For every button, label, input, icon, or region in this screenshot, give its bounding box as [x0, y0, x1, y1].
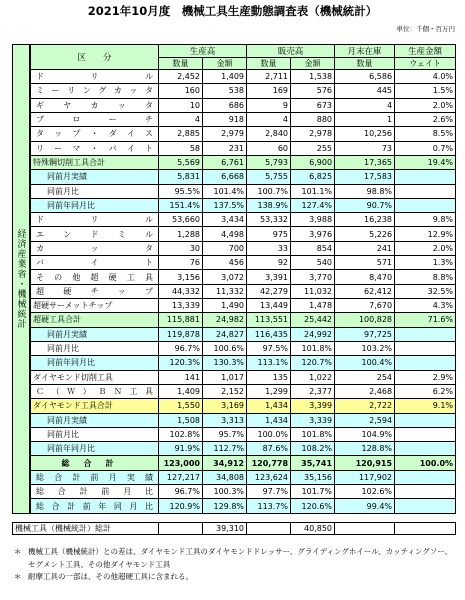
- table-row: [31, 427, 456, 441]
- inventory-quantity-cell: 117,902: [335, 470, 395, 484]
- inventory-quantity-cell: 17,583: [335, 170, 395, 184]
- side-label: 経済産業省・機械統計: [15, 229, 26, 329]
- summary-table: [12, 522, 456, 535]
- row-label: バイト: [31, 256, 159, 270]
- production-quantity-cell: 96.7%: [159, 485, 203, 499]
- table-row: [31, 313, 456, 327]
- amount-weight-cell: 100.0%: [395, 456, 456, 470]
- inventory-quantity-cell: 571: [335, 256, 395, 270]
- production-amount-cell: 3,434: [203, 213, 247, 227]
- sales-amount-cell: 120.6%: [291, 499, 335, 514]
- amount-weight-cell: 4.3%: [395, 299, 456, 313]
- summary-sales-amount: 40,850: [291, 523, 335, 535]
- table-row: [31, 227, 456, 241]
- inventory-quantity-cell: 6,586: [335, 70, 395, 84]
- table-row: [31, 341, 456, 355]
- row-label: 同前月比: [31, 184, 159, 198]
- inventory-quantity-cell: 97,725: [335, 327, 395, 341]
- sales-amount-cell: 3,770: [291, 270, 335, 284]
- summary-production-amount: 39,310: [203, 523, 247, 535]
- table-row: [31, 299, 456, 313]
- row-label: Ｃ（Ｗ）ＢＮ工具: [31, 384, 159, 398]
- production-quantity-cell: 10: [159, 98, 203, 112]
- production-amount-cell: 130.3%: [203, 356, 247, 370]
- sales-quantity-cell: 5,793: [247, 155, 291, 169]
- inventory-quantity-cell: 62,412: [335, 284, 395, 298]
- sales-quantity-cell: 113.7%: [247, 499, 291, 514]
- inventory-quantity-cell: 73: [335, 141, 395, 155]
- row-label: ダイヤモンド工具合計: [31, 399, 159, 413]
- amount-weight-cell: [395, 356, 456, 370]
- inventory-quantity-header: 数量: [335, 58, 395, 70]
- sales-amount-cell: 1,022: [291, 370, 335, 384]
- inventory-quantity-cell: 104.9%: [335, 427, 395, 441]
- production-quantity-cell: 53,660: [159, 213, 203, 227]
- inventory-quantity-cell: 2,468: [335, 384, 395, 398]
- table-row: [31, 456, 456, 470]
- amount-weight-cell: 9.8%: [395, 213, 456, 227]
- sales-quantity-cell: 1,434: [247, 413, 291, 427]
- amount-weight-cell: 1.3%: [395, 256, 456, 270]
- sales-amount-cell: 127.4%: [291, 198, 335, 212]
- amount-weight-cell: 2.0%: [395, 98, 456, 112]
- sales-amount-cell: 880: [291, 112, 335, 126]
- sales-quantity-cell: 97.5%: [247, 341, 291, 355]
- production-amount-cell: 231: [203, 141, 247, 155]
- amount-weight-cell: 12.9%: [395, 227, 456, 241]
- sales-amount-cell: 255: [291, 141, 335, 155]
- sales-quantity-cell: 135: [247, 370, 291, 384]
- table-row: [31, 327, 456, 341]
- row-label: 総合計前月比: [31, 485, 159, 499]
- inventory-quantity-cell: 128.8%: [335, 442, 395, 456]
- sales-amount-cell: 540: [291, 256, 335, 270]
- production-quantity-cell: 1,409: [159, 384, 203, 398]
- note-line: [14, 559, 459, 572]
- row-label: ギヤカッタ: [31, 98, 159, 112]
- row-label: 超硬工具合計: [31, 313, 159, 327]
- sales-quantity-cell: 9: [247, 98, 291, 112]
- production-amount-cell: 2,979: [203, 127, 247, 141]
- inventory-quantity-cell: 16,238: [335, 213, 395, 227]
- table-row: [31, 141, 456, 155]
- sales-amount-cell: 854: [291, 241, 335, 255]
- inventory-header: 月末在庫: [335, 45, 395, 58]
- amount-weight-cell: [395, 442, 456, 456]
- production-amount-cell: 3,313: [203, 413, 247, 427]
- inventory-quantity-cell: 8,470: [335, 270, 395, 284]
- production-amount-cell: 100.6%: [203, 341, 247, 355]
- production-amount-cell: 11,332: [203, 284, 247, 298]
- note-line: [14, 571, 459, 584]
- amount-weight-cell: [395, 499, 456, 514]
- table-row: [31, 170, 456, 184]
- table-row: [31, 270, 456, 284]
- table-row: [31, 213, 456, 227]
- row-label: エンドミル: [31, 227, 159, 241]
- sales-quantity-cell: 975: [247, 227, 291, 241]
- row-label: ミーリングカッタ: [31, 84, 159, 98]
- table-row: [31, 184, 456, 198]
- production-quantity-cell: 44,332: [159, 284, 203, 298]
- production-amount-cell: 2,152: [203, 384, 247, 398]
- table-row: [31, 198, 456, 212]
- amount-weight-cell: [395, 427, 456, 441]
- sales-amount-cell: 1,478: [291, 299, 335, 313]
- inventory-quantity-cell: 241: [335, 241, 395, 255]
- weight-sub-header: ウェイト: [395, 58, 456, 70]
- sales-quantity-cell: 100.0%: [247, 427, 291, 441]
- sales-amount-cell: 3,339: [291, 413, 335, 427]
- sales-quantity-cell: 53,332: [247, 213, 291, 227]
- sales-amount-cell: 35,156: [291, 470, 335, 484]
- production-quantity-cell: 76: [159, 256, 203, 270]
- table-row: [31, 98, 456, 112]
- row-label: ブローチ: [31, 112, 159, 126]
- note-mark: ＊: [14, 547, 22, 556]
- amount-weight-cell: [395, 485, 456, 499]
- sales-amount-cell: 3,976: [291, 227, 335, 241]
- row-label: 総合計: [31, 456, 159, 470]
- inventory-quantity-cell: 100.4%: [335, 356, 395, 370]
- production-amount-cell: 129.8%: [203, 499, 247, 514]
- category-header: 区 分: [31, 45, 159, 70]
- amount-weight-cell: [395, 327, 456, 341]
- production-quantity-cell: 30: [159, 241, 203, 255]
- amount-weight-cell: 8.8%: [395, 270, 456, 284]
- sales-quantity-cell: 116,435: [247, 327, 291, 341]
- amount-weight-cell: 9.1%: [395, 399, 456, 413]
- sales-quantity-cell: 13,449: [247, 299, 291, 313]
- sales-quantity-cell: 138.9%: [247, 198, 291, 212]
- row-label: 特殊鋼切削工具合計: [31, 155, 159, 169]
- production-amount-cell: 3,072: [203, 270, 247, 284]
- amount-weight-cell: 6.2%: [395, 384, 456, 398]
- note-line: [14, 546, 459, 559]
- production-amount-cell: 95.7%: [203, 427, 247, 441]
- sales-amount-cell: 35,741: [291, 456, 335, 470]
- inventory-quantity-cell: 100,828: [335, 313, 395, 327]
- sales-quantity-cell: 3,391: [247, 270, 291, 284]
- sales-quantity-cell: 113.1%: [247, 356, 291, 370]
- production-amount-cell: 1,409: [203, 70, 247, 84]
- row-label: ドリル: [31, 70, 159, 84]
- row-label: その他超硬工具: [31, 270, 159, 284]
- production-quantity-cell: 2,452: [159, 70, 203, 84]
- production-quantity-cell: 5,831: [159, 170, 203, 184]
- note-text: 耐摩工具の一部は、その他超硬工具に含まれる。: [28, 572, 193, 581]
- sales-quantity-cell: 97.7%: [247, 485, 291, 499]
- production-amount-cell: 101.4%: [203, 184, 247, 198]
- sales-amount-cell: 101.7%: [291, 485, 335, 499]
- summary-empty-cell: [159, 523, 203, 535]
- production-quantity-cell: 1,550: [159, 399, 203, 413]
- production-quantity-cell: 119,878: [159, 327, 203, 341]
- production-amount-cell: 24,982: [203, 313, 247, 327]
- table-row: [31, 112, 456, 126]
- production-quantity-cell: 1,508: [159, 413, 203, 427]
- sales-quantity-cell: 42,279: [247, 284, 291, 298]
- page-title: 2021年10月度 機械工具生産動態調査表（機械統計）: [87, 4, 378, 18]
- table-body: [31, 70, 456, 514]
- production-quantity-cell: 123,000: [159, 456, 203, 470]
- sales-quantity-cell: 1,434: [247, 399, 291, 413]
- production-quantity-cell: 102.8%: [159, 427, 203, 441]
- sales-amount-cell: 2,377: [291, 384, 335, 398]
- sales-quantity-cell: 87.6%: [247, 442, 291, 456]
- note-mark: [14, 559, 28, 572]
- production-quantity-cell: 3,156: [159, 270, 203, 284]
- production-amount-cell: 137.5%: [203, 198, 247, 212]
- weight-header: 生産金額: [395, 45, 456, 58]
- row-label: タップ・ダイス: [31, 127, 159, 141]
- row-label: 同前月比: [31, 427, 159, 441]
- production-amount-cell: 34,808: [203, 470, 247, 484]
- inventory-quantity-cell: 5,226: [335, 227, 395, 241]
- sales-amount-cell: 101.8%: [291, 427, 335, 441]
- production-amount-cell: 1,490: [203, 299, 247, 313]
- row-label: 同前年同月比: [31, 442, 159, 456]
- sales-quantity-header: 数量: [247, 58, 291, 70]
- row-label: 総合計前月実績: [31, 470, 159, 484]
- inventory-quantity-cell: 1: [335, 112, 395, 126]
- amount-weight-cell: 4.0%: [395, 70, 456, 84]
- inventory-quantity-cell: 102.6%: [335, 485, 395, 499]
- production-amount-cell: 112.7%: [203, 442, 247, 456]
- production-quantity-cell: 141: [159, 370, 203, 384]
- table-row: [31, 499, 456, 514]
- inventory-quantity-cell: 120,915: [335, 456, 395, 470]
- production-quantity-cell: 5,569: [159, 155, 203, 169]
- amount-weight-cell: 71.6%: [395, 313, 456, 327]
- sales-amount-cell: 25,442: [291, 313, 335, 327]
- inventory-quantity-cell: 7,670: [335, 299, 395, 313]
- sales-quantity-cell: 120,778: [247, 456, 291, 470]
- row-label: 同前年同月比: [31, 198, 159, 212]
- production-amount-header: 金額: [203, 58, 247, 70]
- production-quantity-cell: 115,881: [159, 313, 203, 327]
- summary-row: [13, 523, 456, 535]
- production-quantity-cell: 58: [159, 141, 203, 155]
- inventory-quantity-cell: 10,256: [335, 127, 395, 141]
- amount-weight-cell: [395, 184, 456, 198]
- summary-empty-cell: [247, 523, 291, 535]
- sales-quantity-cell: 100.7%: [247, 184, 291, 198]
- summary-empty-cell: [395, 523, 456, 535]
- sales-amount-cell: 6,900: [291, 155, 335, 169]
- row-label: ダイヤモンド切削工具: [31, 370, 159, 384]
- inventory-quantity-cell: 2,594: [335, 413, 395, 427]
- production-amount-cell: 686: [203, 98, 247, 112]
- production-amount-cell: 4,498: [203, 227, 247, 241]
- table-row: [31, 485, 456, 499]
- sales-quantity-cell: 2,711: [247, 70, 291, 84]
- inventory-quantity-cell: 4: [335, 98, 395, 112]
- table-row: [31, 241, 456, 255]
- sales-quantity-cell: 2,840: [247, 127, 291, 141]
- header-row: [31, 45, 456, 58]
- table-row: [31, 470, 456, 484]
- production-quantity-cell: 1,288: [159, 227, 203, 241]
- table-row: [31, 370, 456, 384]
- amount-weight-cell: 8.5%: [395, 127, 456, 141]
- sales-quantity-cell: 92: [247, 256, 291, 270]
- row-label: 超硬チップ: [31, 284, 159, 298]
- sales-quantity-cell: 33: [247, 241, 291, 255]
- inventory-quantity-cell: 99.4%: [335, 499, 395, 514]
- summary-label: 機械工具（機械統計）総計: [13, 523, 159, 535]
- table-row: [31, 399, 456, 413]
- production-quantity-cell: 13,339: [159, 299, 203, 313]
- sales-amount-cell: 1,538: [291, 70, 335, 84]
- table-row: [31, 256, 456, 270]
- sales-amount-cell: 673: [291, 98, 335, 112]
- amount-weight-cell: [395, 170, 456, 184]
- sales-amount-cell: 101.8%: [291, 341, 335, 355]
- inventory-quantity-cell: 17,365: [335, 155, 395, 169]
- amount-weight-cell: [395, 413, 456, 427]
- production-quantity-cell: 120.3%: [159, 356, 203, 370]
- row-label: 同前月比: [31, 341, 159, 355]
- sales-amount-cell: 2,978: [291, 127, 335, 141]
- production-quantity-cell: 160: [159, 84, 203, 98]
- production-quantity-header: 数量: [159, 58, 203, 70]
- amount-weight-cell: [395, 470, 456, 484]
- production-header: 生産高: [159, 45, 247, 58]
- table-row: [31, 284, 456, 298]
- production-amount-cell: 6,668: [203, 170, 247, 184]
- production-quantity-cell: 151.4%: [159, 198, 203, 212]
- sales-amount-cell: 120.7%: [291, 356, 335, 370]
- production-amount-cell: 24,827: [203, 327, 247, 341]
- sales-amount-cell: 6,825: [291, 170, 335, 184]
- sales-amount-header: 金額: [291, 58, 335, 70]
- sales-amount-cell: 11,032: [291, 284, 335, 298]
- side-label-box: [12, 44, 30, 514]
- inventory-quantity-cell: 90.7%: [335, 198, 395, 212]
- production-amount-cell: 456: [203, 256, 247, 270]
- amount-weight-cell: 2.6%: [395, 112, 456, 126]
- amount-weight-cell: 2.9%: [395, 370, 456, 384]
- table-row: [31, 442, 456, 456]
- amount-weight-cell: 2.0%: [395, 241, 456, 255]
- sales-quantity-cell: 1,299: [247, 384, 291, 398]
- production-quantity-cell: 96.7%: [159, 341, 203, 355]
- production-amount-cell: 3,169: [203, 399, 247, 413]
- production-quantity-cell: 2,885: [159, 127, 203, 141]
- sales-quantity-cell: 60: [247, 141, 291, 155]
- amount-weight-cell: [395, 341, 456, 355]
- sales-quantity-cell: 113,551: [247, 313, 291, 327]
- sales-amount-cell: 3,399: [291, 399, 335, 413]
- row-label: 同前月実績: [31, 413, 159, 427]
- table-row: [31, 384, 456, 398]
- inventory-quantity-cell: 103.2%: [335, 341, 395, 355]
- unit-note: 単位：千個・百万円: [396, 25, 455, 33]
- note-text: 機械工具（機械統計）との差は、ダイヤモンド工具のダイヤモンドドレッサー、グライディングホイール、カッティングソー、: [28, 547, 452, 556]
- row-label: 総合計前年同月比: [31, 499, 159, 514]
- note-mark: ＊: [14, 572, 22, 581]
- production-quantity-cell: 91.9%: [159, 442, 203, 456]
- sales-header: 販売高: [247, 45, 335, 58]
- notes: [14, 546, 459, 584]
- production-amount-cell: 34,912: [203, 456, 247, 470]
- table-row: [31, 155, 456, 169]
- production-amount-cell: 538: [203, 84, 247, 98]
- sales-quantity-cell: 169: [247, 84, 291, 98]
- sales-quantity-cell: 123,624: [247, 470, 291, 484]
- amount-weight-cell: 19.4%: [395, 155, 456, 169]
- sales-amount-cell: 576: [291, 84, 335, 98]
- production-table: [30, 44, 456, 514]
- production-amount-cell: 1,017: [203, 370, 247, 384]
- production-amount-cell: 918: [203, 112, 247, 126]
- production-quantity-cell: 120.9%: [159, 499, 203, 514]
- inventory-quantity-cell: 254: [335, 370, 395, 384]
- row-label: リーマ・バイト: [31, 141, 159, 155]
- note-text: セグメント工具、その他ダイヤモンド工具: [28, 559, 171, 569]
- inventory-quantity-cell: 445: [335, 84, 395, 98]
- amount-weight-cell: 1.5%: [395, 84, 456, 98]
- row-label: ドリル: [31, 213, 159, 227]
- amount-weight-cell: 32.5%: [395, 284, 456, 298]
- sales-quantity-cell: 5,755: [247, 170, 291, 184]
- inventory-quantity-cell: 98.8%: [335, 184, 395, 198]
- sales-amount-cell: 3,988: [291, 213, 335, 227]
- sales-quantity-cell: 4: [247, 112, 291, 126]
- sales-amount-cell: 108.2%: [291, 442, 335, 456]
- production-quantity-cell: 127,217: [159, 470, 203, 484]
- production-quantity-cell: 4: [159, 112, 203, 126]
- inventory-quantity-cell: 2,722: [335, 399, 395, 413]
- table-row: [31, 127, 456, 141]
- production-amount-cell: 6,761: [203, 155, 247, 169]
- production-amount-cell: 100.3%: [203, 485, 247, 499]
- row-label: 同前月実績: [31, 327, 159, 341]
- row-label: 同前年同月比: [31, 356, 159, 370]
- sales-amount-cell: 101.1%: [291, 184, 335, 198]
- production-quantity-cell: 95.5%: [159, 184, 203, 198]
- table-row: [31, 356, 456, 370]
- summary-empty-cell: [335, 523, 395, 535]
- table-row: [31, 413, 456, 427]
- row-label: 同前月実績: [31, 170, 159, 184]
- production-amount-cell: 700: [203, 241, 247, 255]
- row-label: カッタ: [31, 241, 159, 255]
- sales-amount-cell: 24,992: [291, 327, 335, 341]
- row-label: 超硬サーメットチップ: [31, 299, 159, 313]
- table-row: [31, 70, 456, 84]
- amount-weight-cell: 0.7%: [395, 141, 456, 155]
- table-row: [31, 84, 456, 98]
- amount-weight-cell: [395, 198, 456, 212]
